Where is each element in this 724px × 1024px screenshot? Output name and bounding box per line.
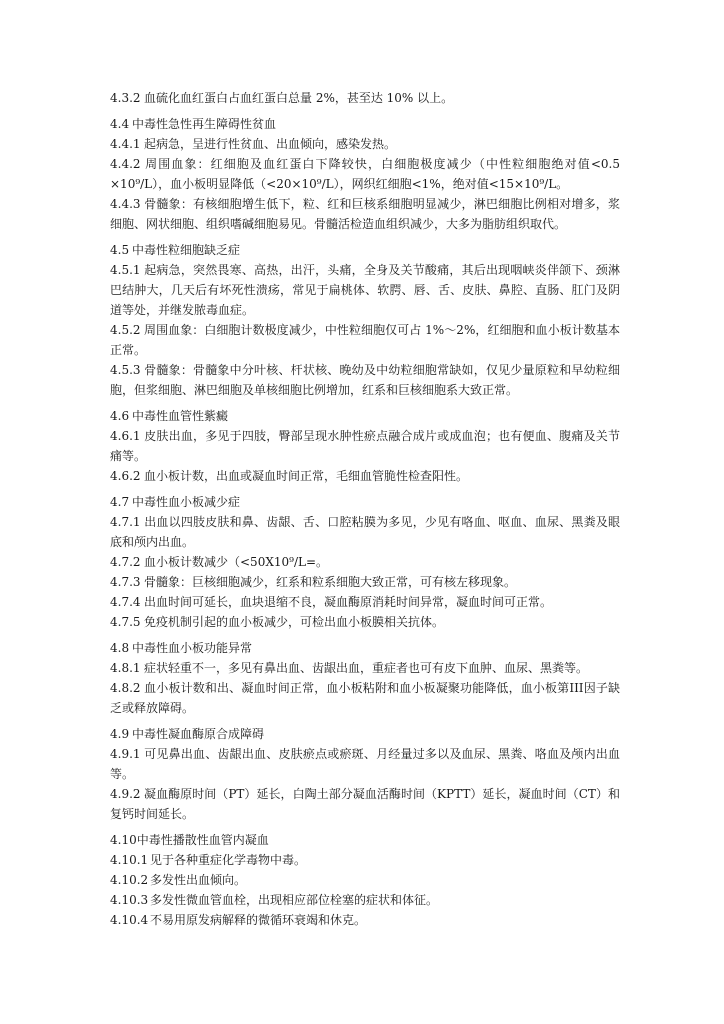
clause-number: 4.7.3 [110,575,141,589]
clause-text: 见于各种重症化学毒物中毒。 [150,853,307,867]
document-body [110,88,620,930]
clause-paragraph [110,512,620,552]
clause-number: 4.8.2 [110,681,141,695]
clause-paragraph [110,466,620,486]
clause-text: 不易用原发病解释的微循环衰竭和休克。 [150,913,367,927]
clause-number: 4.4.1 [110,137,141,151]
clause-paragraph [110,612,620,632]
clause-text: 起病急，突然畏寒、高热，出汗，头痛，全身及关节酸痛，其后出现咽峡炎伴颌下、颈淋巴结肿大，几天后有坏死性溃疡，常见于扁桃体、软腭、唇、舌、皮肤、鼻腔、直肠、肛门及阴道等处，并继发脓毒血症。 [110,263,620,317]
clause-text: 血小板计数减少（<50X10⁹/L=。 [144,555,329,569]
clause-paragraph [110,870,620,890]
section-heading [110,114,620,134]
clause-paragraph [110,572,620,592]
heading-text: 中毒性粒细胞缺乏症 [132,243,241,257]
clause-number: 4.5 [110,243,130,257]
clause-paragraph [110,260,620,320]
heading-text: 中毒性血小板功能异常 [132,641,253,655]
clause-number: 4.5.1 [110,263,141,277]
clause-number: 4.7.5 [110,615,141,629]
clause-text: 血小板计数和出、凝血时间正常，血小板粘附和血小板凝聚功能降低，血小板第III因子缺乏或释放障碍。 [110,681,620,715]
clause-number: 4.9 [110,727,130,741]
clause-number: 4.8 [110,641,130,655]
clause-text: 血硫化血红蛋白占血红蛋白总量 2%，甚至达 10% 以上。 [144,91,454,105]
clause-paragraph [110,154,620,194]
clause-number: 4.9.2 [110,787,141,801]
section-heading [110,724,620,744]
clause-number: 4.3.2 [110,91,141,105]
section-heading [110,240,620,260]
heading-text: 中毒性播散性血管内凝血 [136,833,269,847]
clause-number: 4.8.1 [110,661,141,675]
clause-number: 4.4 [110,117,130,131]
clause-number: 4.9.1 [110,747,141,761]
clause-text: 多发性出血倾向。 [150,873,247,887]
clause-paragraph [110,658,620,678]
clause-text: 免疫机制引起的血小板减少，可检出血小板膜相关抗体。 [144,615,445,629]
clause-text: 起病急，呈进行性贫血、出血倾向，感染发热。 [144,137,397,151]
clause-paragraph [110,784,620,824]
clause-paragraph [110,850,620,870]
clause-number: 4.6.2 [110,469,141,483]
clause-paragraph [110,88,620,108]
section-heading [110,638,620,658]
clause-number: 4.7.4 [110,595,141,609]
clause-number: 4.7.1 [110,515,141,529]
clause-text: 出血时间可延长，血块退缩不良，凝血酶原消耗时间异常，凝血时间可正常。 [144,595,553,609]
clause-number: 4.7.2 [110,555,141,569]
clause-number: 4.4.2 [110,157,141,171]
clause-text: 出血以四肢皮肤和鼻、齿龈、舌、口腔粘膜为多见，少见有咯血、呕血、血尿、黑粪及眼底和颅内出血。 [110,515,620,549]
clause-text: 骨髓象：骨髓象中分叶核、杆状核、晚幼及中幼粒细胞常缺如，仅见少量原粒和早幼粒细胞，但浆细胞、淋巴细胞及单核细胞比例增加，红系和巨核细胞系大致正常。 [110,363,620,397]
clause-text: 多发性微血管血栓，出现相应部位栓塞的症状和体征。 [150,893,439,907]
clause-text: 皮肤出血，多见于四肢，臀部呈现水肿性瘀点融合成片或成血泡；也有便血、腹痛及关节痛等。 [110,429,620,463]
clause-text: 症状轻重不一，多见有鼻出血、齿龈出血，重症者也可有皮下血肿、血尿、黑粪等。 [144,661,589,675]
clause-paragraph [110,910,620,930]
clause-number: 4.6 [110,409,130,423]
clause-paragraph [110,360,620,400]
clause-paragraph [110,592,620,612]
clause-number: 4.10.1 [110,853,149,867]
clause-paragraph [110,426,620,466]
clause-number: 4.5.2 [110,323,141,337]
clause-number: 4.10 [110,833,137,847]
clause-paragraph [110,320,620,360]
section-heading [110,492,620,512]
clause-text: 血小板计数，出血或凝血时间正常，毛细血管脆性检查阳性。 [144,469,469,483]
clause-number: 4.4.3 [110,197,141,211]
clause-paragraph [110,552,620,572]
clause-text: 周围血象：红细胞及血红蛋白下降较快，白细胞极度减少（中性粒细胞绝对值<0.5 ×10⁹/L），血小板明显降低（<20×10⁹/L），网织红细胞<1%，绝对值<15×10⁹/L。 [110,157,620,191]
clause-number: 4.6.1 [110,429,141,443]
clause-text: 凝血酶原时间（PT）延长，白陶土部分凝血活酶时间（KPTT）延长，凝血时间（CT）和复钙时间延长。 [110,787,620,821]
clause-number: 4.5.3 [110,363,141,377]
clause-number: 4.10.4 [110,913,149,927]
clause-number: 4.10.3 [110,893,149,907]
section-heading [110,830,620,850]
heading-text: 中毒性急性再生障碍性贫血 [132,117,277,131]
heading-text: 中毒性血小板减少症 [132,495,241,509]
clause-number: 4.10.2 [110,873,149,887]
clause-text: 可见鼻出血、齿龈出血、皮肤瘀点或瘀斑、月经量过多以及血尿、黑粪、咯血及颅内出血等。 [110,747,620,781]
clause-paragraph [110,890,620,910]
heading-text: 中毒性凝血酶原合成障碍 [132,727,265,741]
clause-paragraph [110,134,620,154]
clause-text: 周围血象：白细胞计数极度减少，中性粒细胞仅可占 1%～2%，红细胞和血小板计数基本正常。 [110,323,620,357]
heading-text: 中毒性血管性紫癜 [132,409,229,423]
section-heading [110,406,620,426]
clause-paragraph [110,678,620,718]
clause-text: 骨髓象：有核细胞增生低下，粒、红和巨核系细胞明显减少，淋巴细胞比例相对增多，浆细胞、网状细胞、组织嗜碱细胞易见。骨髓活检造血组织减少，大多为脂肪组织取代。 [110,197,620,231]
clause-paragraph [110,194,620,234]
clause-number: 4.7 [110,495,130,509]
clause-text: 骨髓象：巨核细胞减少，红系和粒系细胞大致正常，可有核左移现象。 [144,575,517,589]
clause-paragraph [110,744,620,784]
